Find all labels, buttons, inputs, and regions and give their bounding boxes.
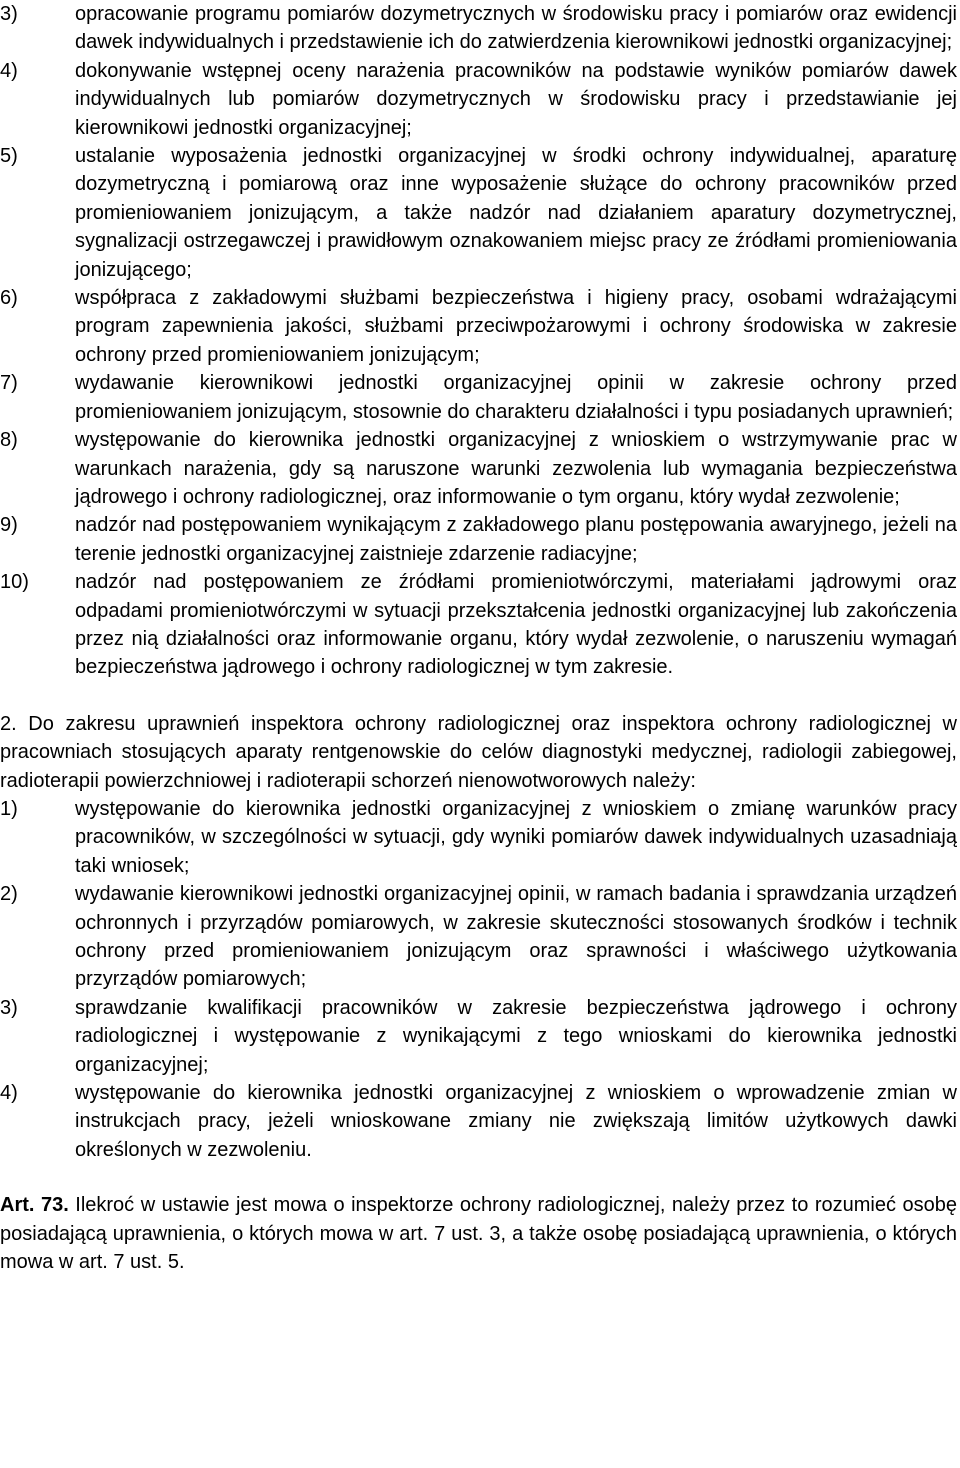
duties-list — [0, 0, 957, 682]
list-item — [0, 426, 957, 511]
spacer — [0, 1164, 957, 1191]
item-number: 8) — [0, 429, 18, 452]
spacer — [0, 682, 957, 710]
list-item — [0, 369, 957, 426]
list-item — [0, 57, 957, 142]
item-text: występowanie do kierownika jednostki organizacyjnej z wnioskiem o zmianę warunków pracy pracowników, w szczególności w sytuacji, gdy wyniki pomiarów dawek indywidualnych uzasadniają taki wniosek; — [75, 797, 957, 877]
item-number: 4) — [0, 1082, 18, 1105]
article-73 — [0, 1191, 957, 1276]
list-item — [0, 284, 957, 369]
list-item — [0, 880, 957, 994]
item-number: 10) — [0, 571, 29, 594]
list-item — [0, 511, 957, 568]
item-number: 6) — [0, 287, 18, 310]
list-item — [0, 1079, 957, 1164]
list-item — [0, 994, 957, 1079]
item-text: opracowanie programu pomiarów dozymetrycznych w środowisku pracy i pomiarów oraz ewidencji dawek indywidualnych i przedstawienie ich do zatwierdzenia kierownikowi jednostki organizacyjnej; — [75, 3, 957, 54]
item-number: 3) — [0, 996, 18, 1019]
item-text: wydawanie kierownikowi jednostki organizacyjnej opinii w zakresie ochrony przed promieniowaniem jonizującym, stosownie do charakteru działalności i typu posiadanych uprawnień; — [75, 372, 957, 423]
item-number: 5) — [0, 145, 18, 168]
item-text: występowanie do kierownika jednostki organizacyjnej z wnioskiem o wstrzymywanie prac w warunkach narażenia, gdy są naruszone warunki zezwolenia lub wymagania bezpieczeństwa jądrowego i ochrony radiologicznej, oraz informowanie o tym organu, który wydał zezwolenie; — [75, 429, 957, 508]
item-number: 9) — [0, 514, 18, 537]
item-text: ustalanie wyposażenia jednostki organizacyjnej w środki ochrony indywidualnej, aparaturę dozymetryczną i pomiarową oraz inne wyposażenie służące do ochrony pracowników przed promieniowaniem jonizującym, a także nadzór nad działaniem aparatury dozymetrycznej, sygnalizacji ostrzegawczej i prawidłowym oznakowaniem miejsc pracy ze źródłami promieniowania jonizującego; — [75, 145, 957, 281]
section-2 — [0, 710, 957, 1165]
item-text: występowanie do kierownika jednostki organizacyjnej z wnioskiem o wprowadzenie zmian w instrukcjach pracy, jeżeli wnioskowane zmiany nie zwiększają limitów użytkowych dawki określonych w zezwoleniu. — [75, 1082, 957, 1161]
article-label: Art. 73. — [0, 1194, 69, 1217]
list-item — [0, 795, 957, 880]
item-text: współpraca z zakładowymi służbami bezpieczeństwa i higieny pracy, osobami wdrażającymi program zapewnienia jakości, służbami przeciwpożarowymi i ochrony środowiska w zakresie ochrony przed promieniowaniem jonizującym; — [75, 287, 957, 366]
list-item — [0, 0, 957, 57]
item-number: 2) — [0, 883, 18, 906]
section-2-intro: 2. Do zakresu uprawnień inspektora ochrony radiologicznej oraz inspektora ochrony radiologicznej w pracowniach stosujących aparaty rentgenowskie do celów diagnostyki medycznej, radiologii zabiegowej, radioterapii powierzchniowej i radioterapii schorzeń nienowotworowych należy: — [0, 712, 957, 792]
article-text: Ilekroć w ustawie jest mowa o inspektorze ochrony radiologicznej, należy przez to rozumieć osobę posiadającą uprawnienia, o których mowa w art. 7 ust. 3, a także osobę posiadającą uprawnienia, o których mowa w art. 7 ust. 5. — [0, 1194, 957, 1274]
item-text: sprawdzanie kwalifikacji pracowników w zakresie bezpieczeństwa jądrowego i ochrony radiologicznej i występowanie z wynikającymi z tego wnioskami do kierownika jednostki organizacyjnej; — [75, 996, 957, 1076]
item-number: 1) — [0, 797, 18, 820]
item-number: 3) — [0, 3, 18, 25]
item-text: wydawanie kierownikowi jednostki organizacyjnej opinii, w ramach badania i sprawdzania urządzeń ochronnych i przyrządów pomiarowych, w zakresie skuteczności stosowanych środków i technik ochrony przed promieniowaniem jonizującym oraz sprawności i właściwego użytkowania przyrządów pomiarowych; — [75, 883, 957, 991]
item-number: 4) — [0, 59, 18, 82]
item-number: 7) — [0, 372, 18, 395]
list-item — [0, 142, 957, 284]
item-text: nadzór nad postępowaniem wynikającym z zakładowego planu postępowania awaryjnego, jeżeli na terenie jednostki organizacyjnej zaistnieje zdarzenie radiacyjne; — [75, 514, 957, 565]
list-item — [0, 568, 957, 682]
item-text: dokonywanie wstępnej oceny narażenia pracowników na podstawie wyników pomiarów dawek indywidualnych lub pomiarów dozymetrycznych w środowisku pracy i przedstawianie jej kierownikowi jednostki organizacyjnej; — [75, 59, 957, 139]
item-text: nadzór nad postępowaniem ze źródłami promieniotwórczymi, materiałami jądrowymi oraz odpadami promieniotwórczymi w sytuacji przekształcenia jednostki organizacyjnej lub zakończenia przez nią działalności oraz informowanie organu, który wydał zezwolenie, o naruszeniu wymagań bezpieczeństwa jądrowego i ochrony radiologicznej w tym zakresie. — [75, 571, 957, 679]
